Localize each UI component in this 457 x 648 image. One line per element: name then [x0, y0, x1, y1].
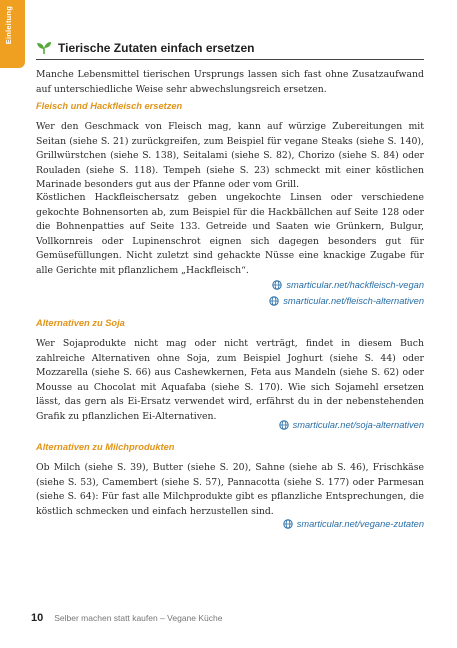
leaf-sprout-icon: [36, 41, 52, 55]
link-text[interactable]: smarticular.net/fleisch-alternativen: [283, 296, 424, 306]
book-title: Selber machen statt kaufen – Vegane Küche: [54, 613, 223, 623]
link-vegane-zutaten[interactable]: [283, 519, 424, 529]
subheading-milch: Alternativen zu Milchprodukten: [36, 442, 175, 452]
link-hackfleisch-vegan[interactable]: [272, 280, 424, 290]
paragraph-soja: Wer Sojaprodukte nicht mag oder nicht verträgt, findet in diesem Buch zahlreiche Alternativen ohne Soja, zum Beispiel Joghurt (siehe S. 44) oder Mozzarella (siehe S. 66) aus Cashewkernen, Feta aus Mandeln (siehe S. 62) oder Mousse au Chocolat mit Aquafaba (siehe S. 170). Wie sich Sojamehl ersetzen lässt, das gern als Ei-Ersatz verwendet wird, erfährst du in der nebenstehenden Grafik zu pflanzlichen Ei-Alternativen.: [36, 338, 424, 422]
paragraph-fleisch-2: Köstlichen Hackfleischersatz geben ungekochte Linsen oder verschiedene gekochte Bohnensorten ab, zum Beispiel für die Hackbällchen auf Seite 128 oder die Bohnenpatties auf Seite 133. Getreide und Saaten wie Grünkern, Bulgur, Vollkornreis oder Lupinenschrot eignen sich dagegen besonders gut für Gemüsefüllungen. Nicht zuletzt sind gehackte Nüsse eine knackige Zugabe für alle Gerichte mit pflanzlichem „Hackfleisch“.: [36, 192, 424, 276]
header-divider: [36, 59, 424, 60]
paragraph-milch: Ob Milch (siehe S. 39), Butter (siehe S. 20), Sahne (siehe ab S. 46), Frischkäse (siehe S. 53), Camembert (siehe S. 57), Pannacotta (siehe S. 177) oder Parmesan (siehe S. 64): Für fast alle Milchprodukte gibt es pflanzliche Entsprechungen, die köstlich schmecken und einfach herzustellen sind.: [36, 462, 424, 517]
chapter-side-tab: [0, 0, 25, 68]
globe-icon: [269, 296, 279, 306]
globe-icon: [272, 280, 282, 290]
subheading-fleisch: Fleisch und Hackfleisch ersetzen: [36, 101, 183, 111]
section-header: [36, 40, 255, 56]
page-number: 10: [31, 612, 44, 624]
section-title: Tierische Zutaten einfach ersetzen: [58, 41, 255, 55]
chapter-tab-label: Einleitung: [4, 6, 13, 45]
page-footer: [31, 612, 222, 624]
link-text[interactable]: smarticular.net/soja-alternativen: [292, 420, 424, 430]
globe-icon: [283, 519, 293, 529]
link-text[interactable]: smarticular.net/hackfleisch-vegan: [286, 280, 424, 290]
link-fleisch-alternativen[interactable]: [269, 296, 424, 306]
link-text[interactable]: smarticular.net/vegane-zutaten: [296, 519, 424, 529]
paragraph-fleisch-1: Wer den Geschmack von Fleisch mag, kann auf würzige Zubereitungen mit Seitan (siehe S. 21) zurückgreifen, zum Beispiel für vegane Steaks (siehe S. 140), Grillwürstchen (siehe S. 138), Seitalami (siehe S. 82), Chorizo (siehe S. 84) oder Rouladen (siehe S. 118). Tempeh (siehe S. 23) schmeckt mit einer köstlichen Marinade besonders gut aus der Pfanne oder vom Grill.: [36, 121, 424, 191]
intro-paragraph: Manche Lebensmittel tierischen Ursprungs lassen sich fast ohne Zusatzaufwand auf unterschiedliche Weise sehr abwechslungsreich ersetzen.: [36, 69, 424, 95]
globe-icon: [279, 420, 289, 430]
link-soja-alternativen[interactable]: [279, 420, 424, 430]
subheading-soja: Alternativen zu Soja: [36, 318, 125, 328]
